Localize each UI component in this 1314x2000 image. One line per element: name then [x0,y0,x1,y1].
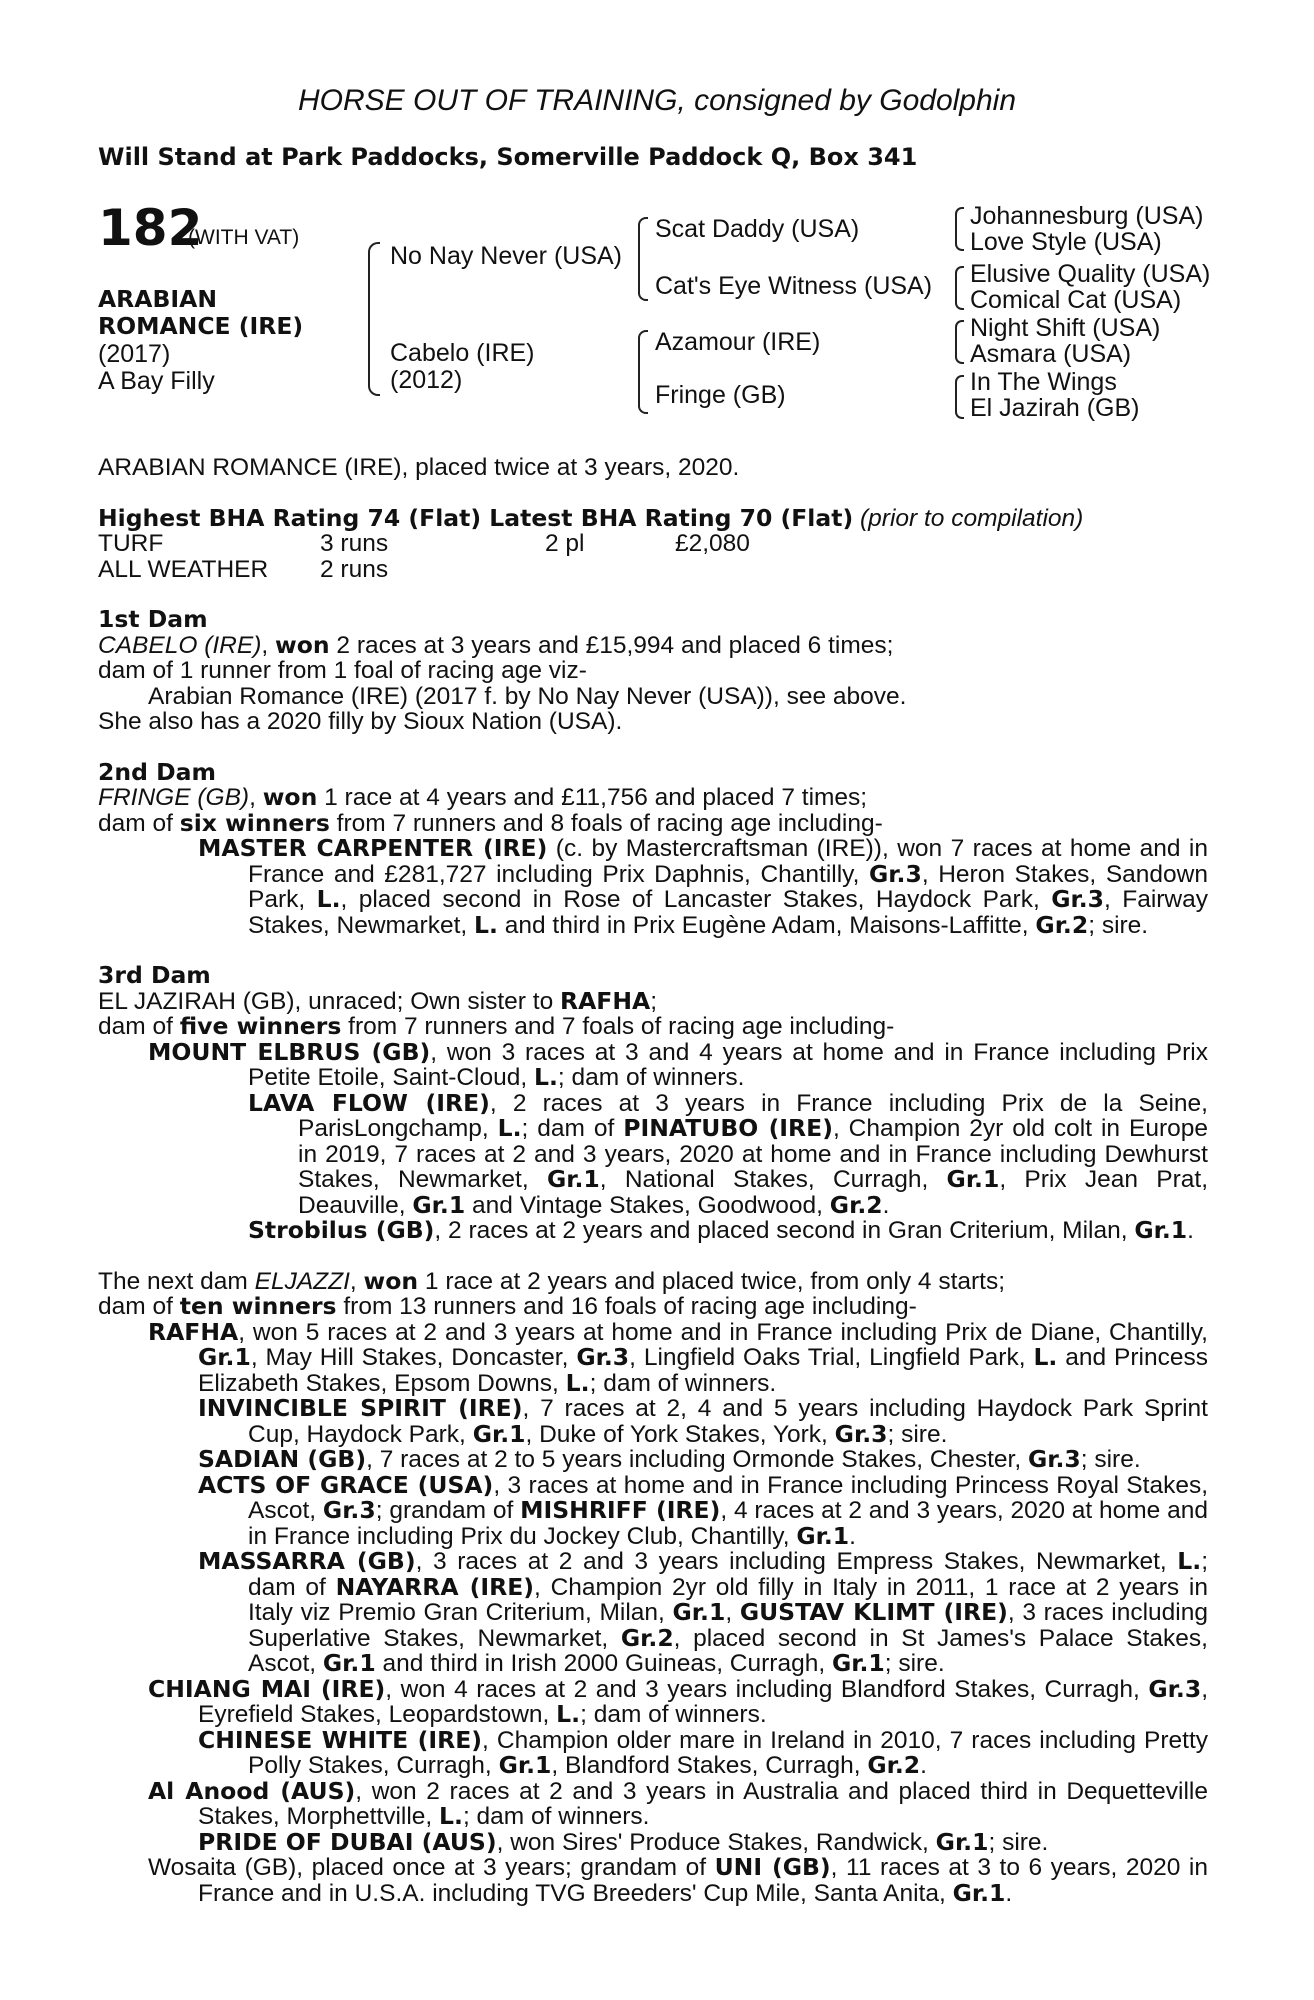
rating-text: Highest BHA Rating 74 (Flat) Latest BHA Rating 70 (Flat) [98,503,854,532]
ped-dd: Fringe (GB) [655,381,786,409]
ped-dam-year: (2012) [390,366,463,394]
dam-record: 2 races at 3 years and £15,994 and placed 6 times; [329,631,894,659]
horse-description: A Bay Filly [98,367,215,395]
dam-name: FRINGE (GB) [98,784,250,811]
ped-sdd: Comical Cat (USA) [970,286,1182,314]
stat-runs: 3 runs [320,530,389,557]
produce-chiang-mai: CHIANG MAI (IRE), won 4 races at 2 and 3 years including Blandford Stakes, Curragh, Gr.3, Eyrefield Stakes, Leopardstown, L.; dam of winners. [148,1674,1208,1728]
horse-name-line2: ROMANCE (IRE) [98,312,304,340]
stat-placed: 2 pl [545,530,585,557]
pedigree-bracket-sd [955,266,964,310]
vat-note: (WITH VAT) [188,226,300,249]
ped-ddd: El Jazirah (GB) [970,394,1140,422]
third-dam-line2: dam of five winners from 7 runners and 7 foals of racing age including- [98,1012,895,1040]
won-word: won [275,630,330,659]
ped-sds: Elusive Quality (USA) [970,260,1211,288]
rating-line [98,503,1208,532]
horse-name-line1: ARABIAN [98,285,217,313]
ped-sire: No Nay Never (USA) [390,242,622,270]
horse-year: (2017) [98,340,171,368]
pedigree-bracket-main [368,242,380,396]
third-dam-heading: 3rd Dam [98,961,211,989]
stand-location: Will Stand at Park Paddocks, Somerville Paddock Q, Box 341 [98,143,918,171]
produce-pride-of-dubai: PRIDE OF DUBAI (AUS), won Sires' Produce Stakes, Randwick, Gr.1; sire. [198,1827,1049,1856]
dam-name: CABELO (IRE) [98,631,262,659]
race-summary: ARABIAN ROMANCE (IRE), placed twice at 3 years, 2020. [98,454,740,481]
stat-surface: TURF [98,530,164,557]
produce-sadian: SADIAN (GB), 7 races at 2 to 5 years including Ormonde Stakes, Chester, Gr.3; sire. [198,1445,1141,1473]
produce-mount-elbrus: MOUNT ELBRUS (GB), won 3 races at 3 and 4 years at home and in France including Prix Petite Etoile, Saint-Cloud, L.; dam of winners. [148,1037,1208,1091]
second-dam-heading: 2nd Dam [98,757,216,786]
catalogue-heading: HORSE OUT OF TRAINING, consigned by Godolphin [297,84,1017,117]
next-dam-line1: The next dam ELJAZZI, won 1 race at 2 years and placed twice, from only 4 starts; [98,1266,1006,1295]
first-dam-line2: dam of 1 runner from 1 foal of racing age viz- [98,657,587,684]
produce-wosaita: Wosaita (GB), placed once at 3 years; grandam of UNI (GB), 11 races at 3 to 6 years, 2020 in France and in U.S.A. including TVG Breeders' Cup Mile, Santa Anita, Gr.1. [148,1853,1208,1907]
pedigree-bracket-ds [955,320,964,364]
first-dam-heading: 1st Dam [98,605,208,633]
stats-row-turf [98,531,1208,557]
stats-row-aw [98,557,1208,583]
rating-note: (prior to compilation) [860,504,1084,532]
second-dam-line1: FRINGE (GB), won 1 race at 4 years and £11,756 and placed 7 times; [98,783,868,811]
third-dam-line1: EL JAZIRAH (GB), unraced; Own sister to RAFHA; [98,986,658,1015]
ped-dsd: Asmara (USA) [970,340,1132,368]
ped-sss: Johannesburg (USA) [970,202,1204,230]
produce-master-carpenter: MASTER CARPENTER (IRE) (c. by Mastercraftsman (IRE)), won 7 races at home and in France and £281,727 including Prix Daphnis, Chantilly, Gr.3, Heron Stakes, Sandown Park, L., placed second in Rose of Lancaster Stakes, Haydock Park, Gr.3, Fairway Stakes, Newmarket, L. and third in Prix Eugène Adam, Maisons-Laffitte, Gr.2; sire. [198,834,1208,939]
produce-chinese-white: CHINESE WHITE (IRE), Champion older mare in Ireland in 2010, 7 races including Pretty Polly Stakes, Curragh, Gr.1, Blandford Stakes, Curragh, Gr.2. [198,1725,1208,1779]
ped-dss: Night Shift (USA) [970,314,1161,342]
produce-invincible-spirit: INVINCIBLE SPIRIT (IRE), 7 races at 2, 4 and 5 years including Haydock Park Sprint Cup, Haydock Park, Gr.1, Duke of York Stakes, York, Gr.3; sire. [198,1394,1208,1448]
produce-al-anood: Al Anood (AUS), won 2 races at 2 and 3 years in Australia and placed third in Dequetteville Stakes, Morphettville, L.; dam of winners. [148,1776,1209,1830]
first-dam-line1: CABELO (IRE), won 2 races at 3 years and £15,994 and placed 6 times; [98,630,894,659]
ped-ssd: Love Style (USA) [970,228,1162,256]
produce-lava-flow: LAVA FLOW (IRE), 2 races at 3 years in France including Prix de la Seine, ParisLongchamp, L.; dam of PINATUBO (IRE), Champion 2yr old colt in Europe in 2019, 7 races at 2 and 3 years, 2020 at home and in France including Dewhurst Stakes, Newmarket, Gr.1, National Stakes, Curragh, Gr.1, Prix Jean Prat, Deauville, Gr.1 and Vintage Stakes, Goodwood, Gr.2. [248,1088,1209,1219]
ped-ds: Azamour (IRE) [655,328,821,356]
produce-massarra: MASSARRA (GB), 3 races at 2 and 3 years including Empress Stakes, Newmarket, L.; dam of NAYARRA (IRE), Champion 2yr old filly in Italy in 2011, 1 race at 2 years in Italy viz Premio Gran Criterium, Milan, Gr.1, GUSTAV KLIMT (IRE), 3 races including Superlative Stakes, Newmarket, Gr.2, placed second in St James's Palace Stakes, Ascot, Gr.1 and third in Irish 2000 Guineas, Curragh, Gr.1; sire. [198,1547,1208,1677]
pedigree-bracket-ss [955,207,964,251]
ped-dds: In The Wings [970,368,1117,396]
produce-strobilus: Strobilus (GB), 2 races at 2 years and placed second in Gran Criterium, Milan, Gr.1. [248,1216,1194,1244]
dam-record: 1 race at 4 years and £11,756 and placed 7 times; [317,784,868,811]
won-word: won [262,783,318,811]
stat-surface: ALL WEATHER [98,555,269,583]
ped-ss: Scat Daddy (USA) [655,215,860,243]
next-dam-line2: dam of ten winners from 13 runners and 16 foals of racing age including- [98,1292,917,1320]
stat-runs: 2 runs [320,555,389,583]
ped-dam: Cabelo (IRE) [390,339,535,367]
catalogue-body [98,455,1208,1906]
second-dam-line2: dam of six winners from 7 runners and 8 foals of racing age including- [98,808,883,837]
produce-rafha: RAFHA, won 5 races at 2 and 3 years at home and in France including Prix de Diane, Chantilly, Gr.1, May Hill Stakes, Doncaster, Gr.3, Lingfield Oaks Trial, Lingfield Park, L. and Princess Elizabeth Stakes, Epsom Downs, L.; dam of winners. [148,1317,1208,1397]
ped-sd: Cat's Eye Witness (USA) [655,272,933,300]
lot-number: 182 [98,199,203,257]
produce-acts-of-grace: ACTS OF GRACE (USA), 3 races at home and in France including Princess Royal Stakes, Ascot, Gr.3; grandam of MISHRIFF (IRE), 4 races at 2 and 3 years, 2020 at home and in France including Prix du Jockey Club, Chantilly, Gr.1. [198,1470,1208,1550]
stat-money: £2,080 [675,530,750,557]
first-dam-line4: She also has a 2020 filly by Sioux Nation (USA). [98,708,623,735]
pedigree-bracket-dd [955,375,964,419]
pedigree-bracket-sire [638,217,648,301]
pedigree-bracket-dam [638,330,648,414]
first-dam-line3: Arabian Romance (IRE) (2017 f. by No Nay Never (USA)), see above. [148,682,907,710]
